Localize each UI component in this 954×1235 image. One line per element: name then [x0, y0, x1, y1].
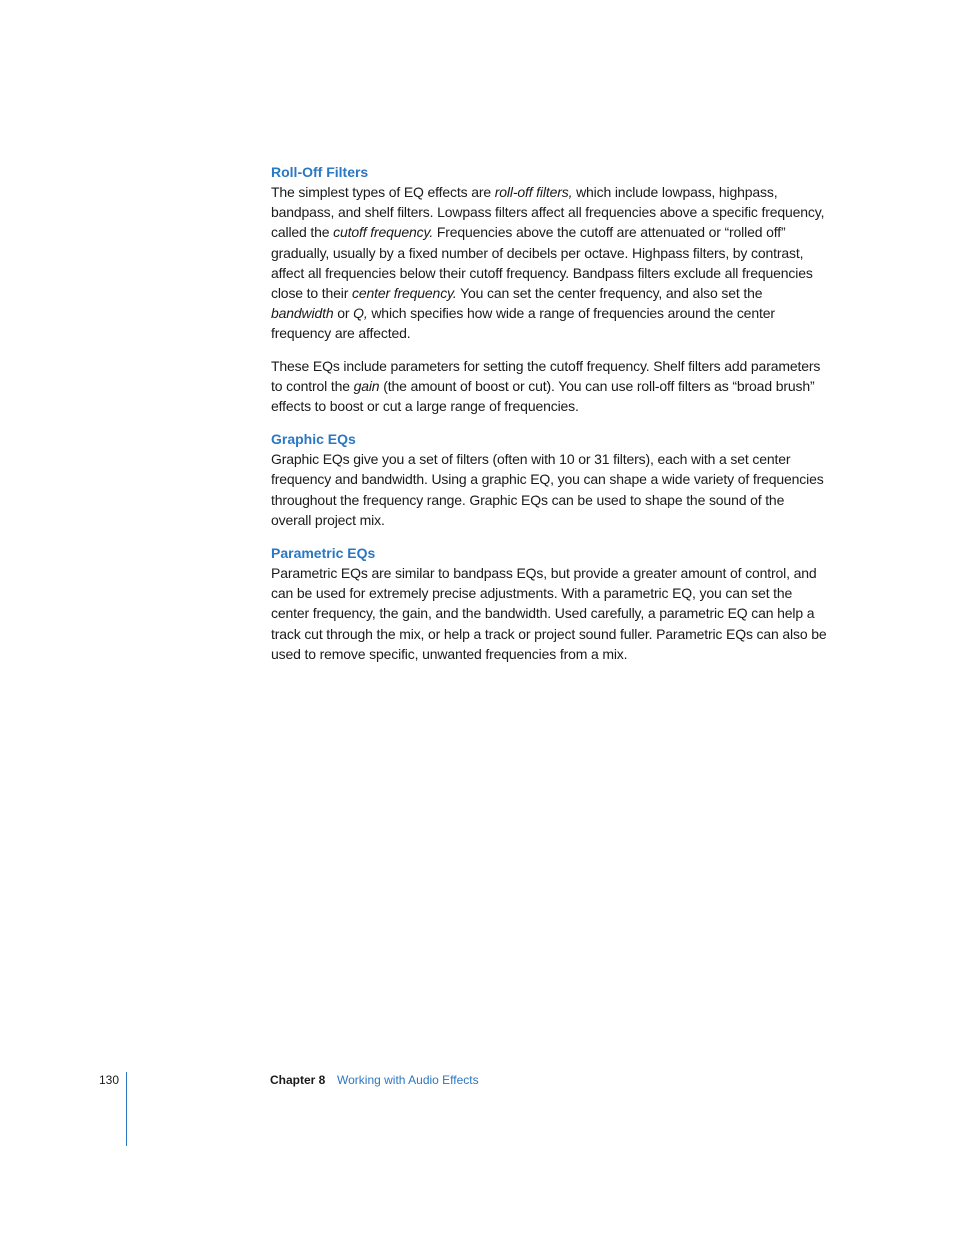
italic-term: roll-off filters,	[494, 184, 573, 200]
section-heading: Roll-Off Filters	[271, 164, 369, 180]
section-roll-off-filters	[271, 162, 827, 416]
italic-term: Q,	[353, 305, 368, 322]
text-run: You can set the center frequency, and also set the	[456, 285, 763, 302]
italic-term: bandwidth	[271, 305, 334, 322]
text-run: Frequencies above the cutoff are attenuated or “rolled off” gradually, usually by a fixed number of decibels per octave. Highpass filters, by contrast, affect all frequencies below their cutoff frequency. Bandpass filters exclude all frequencies close to their	[271, 224, 813, 302]
text-run: These EQs include parameters for setting the cutoff frequency. Shelf filters add parameters to control the	[271, 357, 821, 394]
paragraph	[271, 563, 827, 664]
text-run: which specifies how wide a range of frequencies around the center frequency are affected.	[271, 305, 775, 342]
section-heading: Graphic EQs	[271, 431, 356, 448]
text-run: The simplest types of EQ effects are	[271, 184, 495, 200]
section-graphic-eqs	[271, 429, 827, 530]
italic-term: cutoff frequency.	[333, 224, 434, 241]
text-run: Parametric EQs are similar to bandpass EQs, but provide a greater amount of control, and can be used for extremely precise adjustments. With a parametric EQ, you can set the center frequency, the gain, and the bandwidth. Used carefully, a parametric EQ can help a track cut through the mix, or help a track or project sound fuller. Parametric EQs can also be used to remove specific, unwanted frequencies from a mix.	[271, 565, 827, 662]
document-body	[271, 162, 827, 664]
text-run: which include lowpass, highpass, bandpass, and shelf filters. Lowpass filters affect all frequencies above a specific frequency, called the	[271, 184, 825, 241]
section-heading: Parametric EQs	[271, 545, 376, 562]
footer-divider	[126, 1072, 127, 1146]
text-run: (the amount of boost or cut). You can use roll-off filters as “broad brush” effects to boost or cut a large range of frequencies.	[271, 377, 815, 415]
text-run: Graphic EQs give you a set of filters (often with 10 or 31 filters), each with a set center frequency and bandwidth. Using a graphic EQ, you can shape a wide variety of frequencies throughout the frequency range. Graphic EQs can be used to shape the sound of the overall project mix.	[271, 451, 824, 528]
italic-term: center frequency.	[352, 285, 457, 302]
italic-term: gain	[353, 377, 380, 394]
paragraph	[271, 356, 827, 417]
section-parametric-eqs	[271, 543, 827, 664]
page-number: 130	[99, 1073, 120, 1087]
chapter-label: Chapter 8	[270, 1073, 326, 1087]
text-run: or	[333, 305, 354, 322]
paragraph	[271, 449, 827, 530]
chapter-title: Working with Audio Effects	[337, 1073, 479, 1087]
paragraph	[271, 182, 827, 344]
